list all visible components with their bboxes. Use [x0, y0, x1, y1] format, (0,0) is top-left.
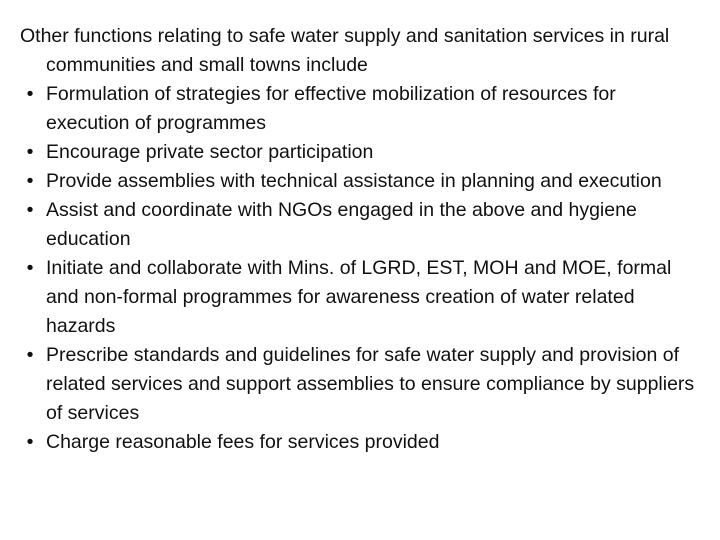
list-item-text: Provide assemblies with technical assistance in planning and execution: [46, 170, 662, 192]
list-item-text: Formulation of strategies for effective mobilization of resources for execution of programmes: [46, 83, 616, 134]
list-item: [20, 196, 700, 254]
bullet-icon: •: [26, 257, 34, 279]
bullet-icon: •: [26, 170, 34, 192]
list-item: [20, 80, 700, 138]
list-item-text: Encourage private sector participation: [46, 141, 374, 163]
bullet-icon: •: [26, 199, 34, 221]
list-item: [20, 138, 700, 167]
list-item: [20, 341, 700, 428]
intro-text: Other functions relating to safe water supply and sanitation services in rural communities and small towns include: [20, 25, 670, 76]
list-item: [20, 167, 700, 196]
bullet-icon: •: [26, 431, 34, 453]
slide-content: [20, 22, 700, 457]
list-item-text: Assist and coordinate with NGOs engaged in the above and hygiene education: [46, 199, 637, 250]
list-item-text: Initiate and collaborate with Mins. of LGRD, EST, MOH and MOE, formal and non-formal programmes for awareness creation of water related hazards: [46, 257, 672, 337]
list-item-text: Charge reasonable fees for services provided: [46, 431, 440, 453]
bullet-icon: •: [26, 141, 34, 163]
list-item: [20, 428, 700, 457]
list-item-text: Prescribe standards and guidelines for safe water supply and provision of related services and support assemblies to ensure compliance by suppliers of services: [46, 344, 695, 424]
list-item: [20, 254, 700, 341]
bullet-icon: •: [26, 83, 34, 105]
bullet-icon: •: [26, 344, 34, 366]
bullet-list: [20, 80, 700, 457]
